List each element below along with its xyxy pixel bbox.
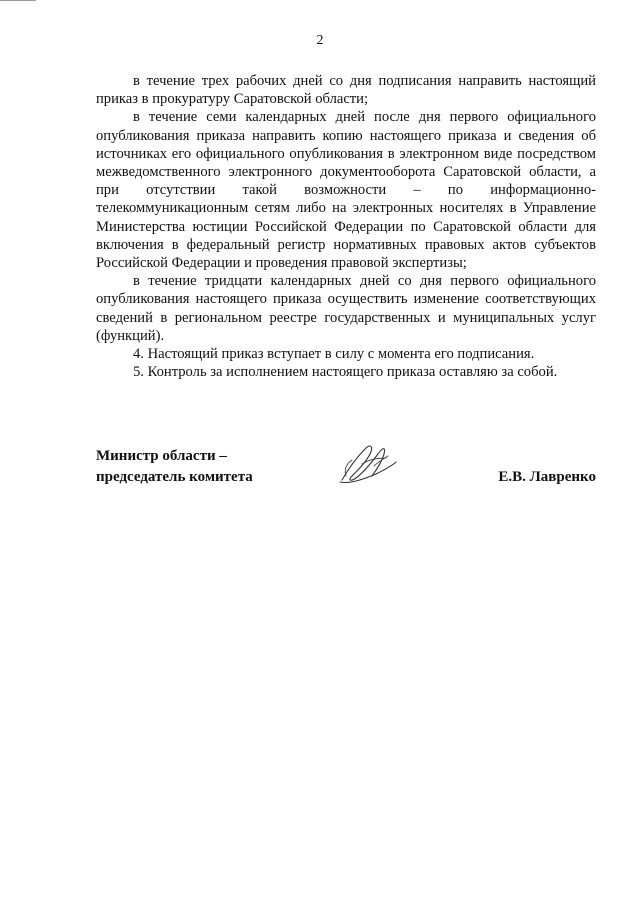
paragraph-effective-date: 4. Настоящий приказ вступает в силу с момента его подписания.	[133, 346, 535, 363]
scan-edge-mark	[0, 0, 36, 1]
signatory-title-line-2: председатель комитета	[96, 469, 253, 485]
paragraph-registry-update: в течение тридцати календарных дней со дня первого официального опубликования настоящего приказа осуществить изменение соответствующих сведений в региональном реестре государственных и муниципальных услуг (функций).	[96, 273, 596, 344]
signature-block	[96, 446, 596, 506]
paragraph-justice-ministry-copy: в течение семи календарных дней после дня первого официального опубликования приказа направить копию настоящего приказа и сведения об источниках его официального опубликования в электронном виде посредством межведомственного электронного документооборота Саратовской области, а при отсутствии такой возможности – по информационно-телекоммуникационным сетям либо на электронных носителях в Управление Министерства юстиции Российской Федерации по Саратовской области для включения в федеральный регистр нормативных правовых актов субъектов Российской Федерации и проведения правовой экспертизы;	[96, 109, 596, 272]
signatory-name: Е.В. Лавренко	[498, 469, 596, 485]
paragraph-control: 5. Контроль за исполнением настоящего приказа оставляю за собой.	[133, 364, 558, 381]
signatory-title	[96, 446, 253, 488]
handwritten-signature	[336, 436, 400, 492]
signatory-title-line-1: Министр области –	[96, 448, 227, 464]
page-number: 2	[316, 33, 324, 48]
document-body	[96, 72, 596, 381]
paragraph-prosecutor-notice: в течение трех рабочих дней со дня подписания направить настоящий приказ в прокуратуру Саратовской области;	[96, 73, 596, 108]
